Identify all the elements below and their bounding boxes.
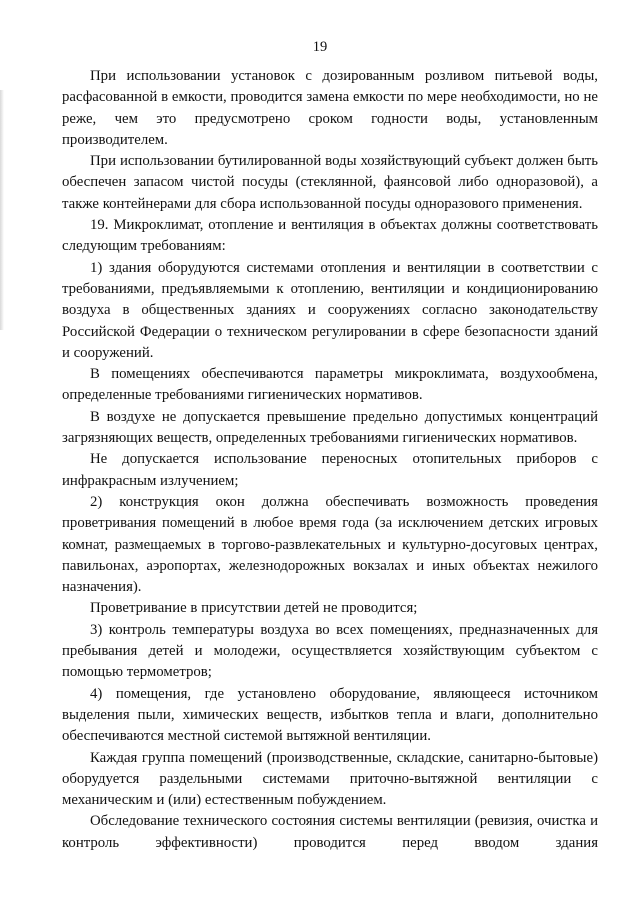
paragraph-microclimate-parameters: В помещениях обеспечиваются параметры микроклимата, воздухообмена, определенные требованиями гигиенических нормативов. bbox=[62, 366, 598, 404]
paragraph-bottled-water-dishes: При использовании бутилированной воды хозяйствующий субъект должен быть обеспечен запасом чистой посуды (стеклянной, фаянсовой либо одноразовой), а также контейнерами для сбора использованной посуды одноразового применения. bbox=[62, 153, 598, 212]
paragraph-no-airing-with-children: Проветривание в присутствии детей не проводится; bbox=[90, 600, 418, 617]
paragraph-bottled-dispensers: При использовании установок с дозированным розливом питьевой воды, расфасованной в емкости, проводится замена емкости по мере необходимости, но не реже, чем это предусмотрено сроком годности воды, установленным производителем. bbox=[62, 68, 598, 148]
scan-edge-shadow bbox=[0, 90, 4, 330]
paragraph-ventilation-inspection: Обследование технического состояния системы вентиляции (ревизия, очистка и контроль эффективности) проводится перед вводом здания bbox=[62, 813, 598, 851]
paragraph-item-1-heating-ventilation: 1) здания оборудуются системами отопления и вентиляции в соответствии с требованиями, предъявляемыми к отоплению, вентиляции и кондиционированию воздуха в общественных зданиях и сооружениях согласно законодательству Российской Федерации о техническом регулировании в сфере безопасности зданий и сооружений. bbox=[62, 259, 598, 361]
paragraph-infrared-heaters: Не допускается использование переносных отопительных приборов с инфракрасным излучением; bbox=[62, 451, 598, 489]
paragraph-section-19-heading: 19. Микроклимат, отопление и вентиляция в объектах должны соответствовать следующим требованиям: bbox=[62, 217, 598, 255]
paragraph-room-groups-ventilation: Каждая группа помещений (производственные, складские, санитарно-бытовые) оборудуется раздельными системами приточно-вытяжной вентиляции с механическим и (или) естественным побуждением. bbox=[62, 749, 598, 809]
paragraph-pollutant-concentrations: В воздухе не допускается превышение предельно допустимых концентраций загрязняющих веществ, определенных требованиями гигиенических нормативов. bbox=[62, 408, 598, 447]
paragraph-item-3-temperature-control: 3) контроль температуры воздуха во всех помещениях, предназначенных для пребывания детей и молодежи, осуществляется хозяйствующим субъектом с помощью термометров; bbox=[62, 621, 598, 681]
paragraph-item-2-windows: 2) конструкция окон должна обеспечивать возможность проведения проветривания помещений в любое время года (за исключением детских игровых комнат, размещаемых в торгово-развлекательных и культурно-досуговых центрах, павильонах, аэропортах, железнодорожных вокзалах и иных объектах нежилого назначения). bbox=[62, 493, 598, 596]
paragraph-item-4-local-exhaust: 4) помещения, где установлено оборудование, являющееся источником выделения пыли, химических веществ, избытков тепла и влаги, дополнительно обеспечиваются местной системой вытяжной вентиляции. bbox=[62, 685, 598, 745]
page-number: 19 bbox=[312, 39, 328, 55]
document-body bbox=[62, 66, 598, 854]
